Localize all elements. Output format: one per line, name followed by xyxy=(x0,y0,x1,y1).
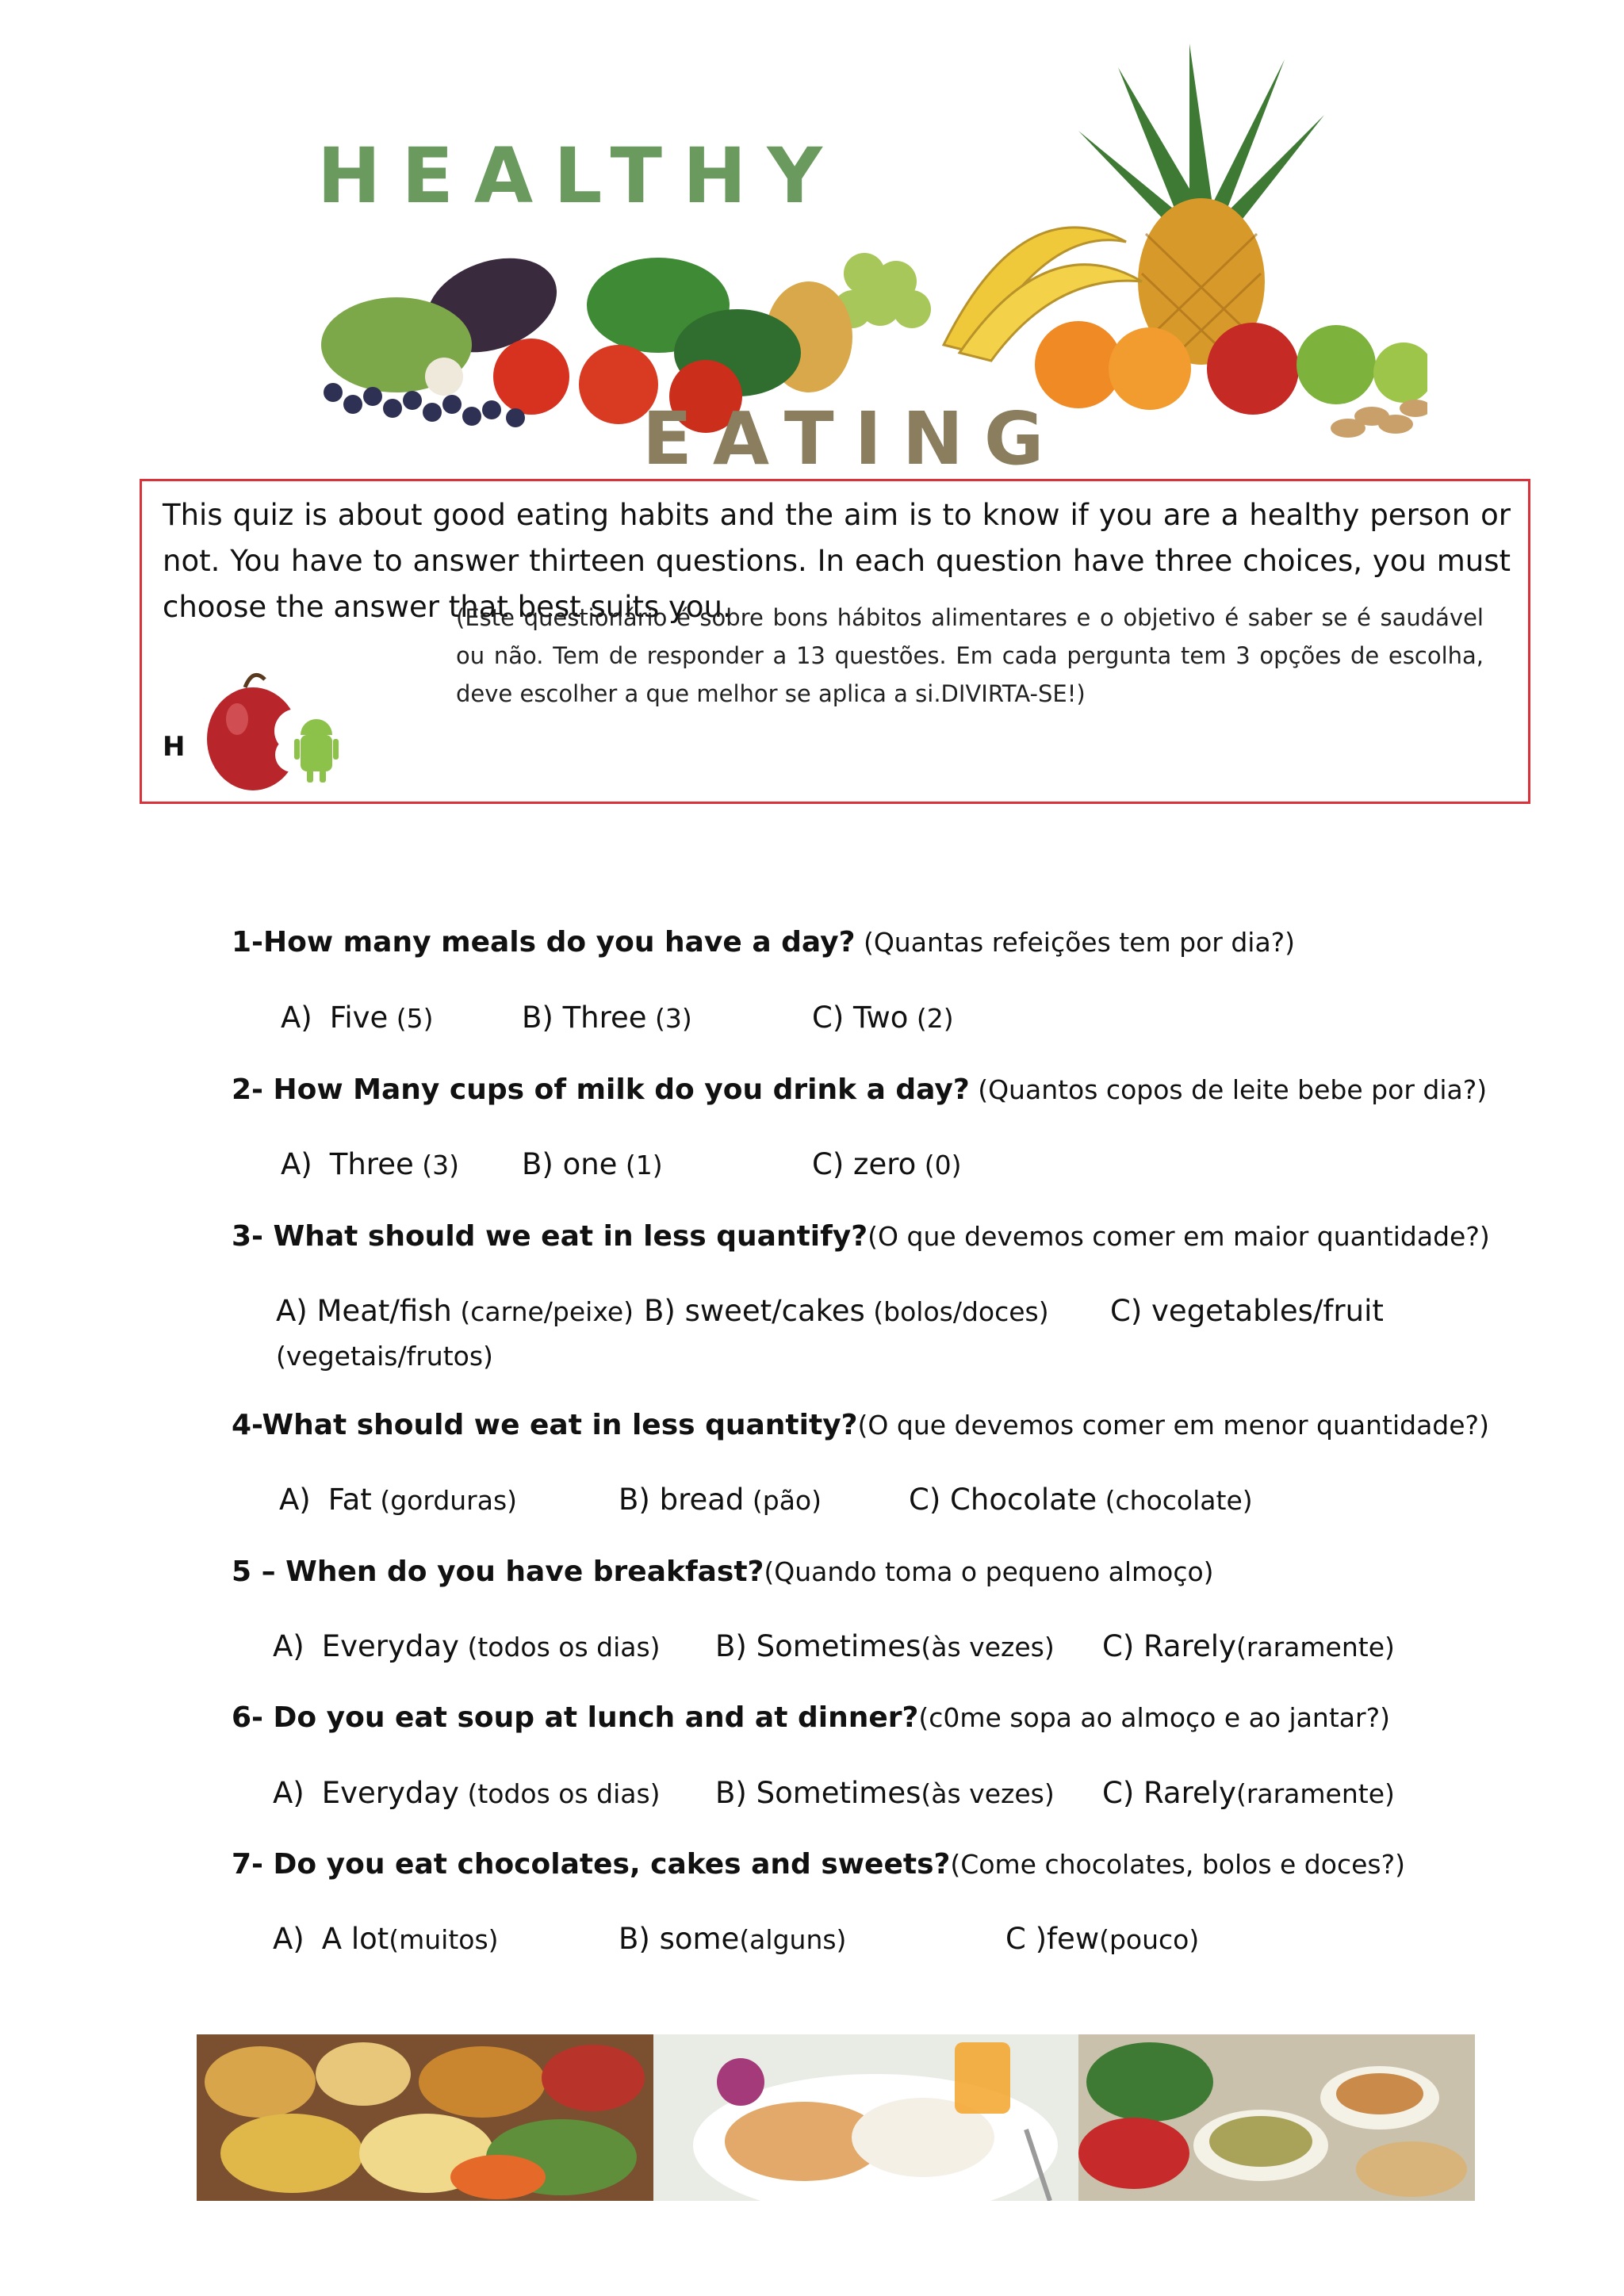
question-5-option-a[interactable] xyxy=(273,1629,661,1663)
option-text: B) Three xyxy=(522,1001,647,1035)
option-translation: (às vezes) xyxy=(921,1778,1055,1809)
footer-food-photos xyxy=(197,2034,1475,2201)
option-translation: (bolos/doces) xyxy=(864,1296,1049,1327)
question-5-option-b[interactable] xyxy=(715,1629,1055,1663)
question-6-option-c[interactable] xyxy=(1102,1776,1395,1810)
question-6 xyxy=(232,1701,1390,1734)
option-translation: (0) xyxy=(916,1150,962,1181)
question-2 xyxy=(232,1073,1487,1106)
food-photo-plate xyxy=(653,2034,1078,2201)
question-4-translation: (O que devemos comer em menor quantidade?) xyxy=(857,1410,1489,1441)
question-6-option-a[interactable] xyxy=(273,1776,661,1810)
question-6-option-b[interactable] xyxy=(715,1776,1055,1810)
food-photo-grains xyxy=(1078,2034,1475,2201)
option-translation: (2) xyxy=(908,1003,954,1034)
banner-word-bottom: EATING xyxy=(642,396,1065,476)
option-text: A) Meat/fish xyxy=(276,1294,452,1328)
question-7-translation: (Come chocolates, bolos e doces?) xyxy=(950,1849,1405,1880)
question-5 xyxy=(232,1556,1214,1588)
question-7-option-a[interactable] xyxy=(273,1922,499,1956)
option-text: A lot xyxy=(321,1922,389,1956)
question-1-option-a[interactable] xyxy=(281,1001,434,1035)
option-translation: (raramente) xyxy=(1235,1632,1395,1663)
option-text: Three xyxy=(329,1147,414,1181)
option-text: Fat xyxy=(327,1483,372,1517)
question-6-text: 6- Do you eat soup at lunch and at dinner? xyxy=(232,1701,919,1734)
option-translation: (vegetais/frutos) xyxy=(276,1341,493,1372)
option-text: B) sweet/cakes xyxy=(644,1294,865,1328)
option-translation: (muitos) xyxy=(389,1924,499,1955)
question-1-translation: (Quantas refeições tem por dia?) xyxy=(855,927,1296,958)
option-text: B) Sometimes xyxy=(715,1629,921,1663)
option-text: C) Two xyxy=(812,1001,909,1035)
question-1 xyxy=(232,926,1295,959)
option-text: C) zero xyxy=(812,1147,917,1181)
option-letter: A) xyxy=(273,1629,304,1663)
question-2-option-a[interactable] xyxy=(281,1147,459,1181)
fruit-vegetable-illustration xyxy=(262,44,1427,476)
option-text: Everyday xyxy=(321,1776,459,1810)
intro-text-english: This quiz is about good eating habits and the aim is to know if you are a healthy person or not. You have to answer thirteen questions. In each question have three choices, you must choose the answer that best suits you. xyxy=(163,498,1511,624)
question-1-option-c[interactable] xyxy=(812,1001,954,1035)
question-6-translation: (c0me sopa ao almoço e ao jantar?) xyxy=(918,1702,1390,1733)
question-2-translation: (Quantos copos de leite bebe por dia?) xyxy=(969,1074,1488,1105)
question-4 xyxy=(232,1409,1489,1441)
intro-fragment: H xyxy=(163,731,186,763)
option-text: Everyday xyxy=(321,1629,459,1663)
option-translation: (alguns) xyxy=(739,1924,847,1955)
option-translation: (todos os dias) xyxy=(458,1632,661,1663)
question-4-text: 4-What should we eat in less quantity? xyxy=(232,1409,858,1441)
question-2-option-c[interactable] xyxy=(812,1147,962,1181)
option-text: B) bread xyxy=(619,1483,745,1517)
question-4-option-a[interactable] xyxy=(279,1483,517,1517)
question-7-option-c[interactable] xyxy=(1005,1922,1199,1956)
food-photo-groceries xyxy=(197,2034,653,2201)
bitten-apple-android-icon xyxy=(197,664,356,798)
question-3-option-c-translation xyxy=(276,1338,493,1372)
option-text: B) one xyxy=(522,1147,618,1181)
option-translation: (raramente) xyxy=(1235,1778,1395,1809)
question-3-option-a[interactable] xyxy=(276,1294,634,1328)
option-text: Five xyxy=(329,1001,389,1035)
question-7 xyxy=(232,1848,1405,1881)
option-text: B) Sometimes xyxy=(715,1776,921,1810)
option-translation: (3) xyxy=(646,1003,692,1034)
banner-word-top: HEALTHY xyxy=(317,132,843,220)
option-text: C) Chocolate xyxy=(909,1483,1097,1517)
option-text: C) vegetables/fruit xyxy=(1110,1294,1384,1328)
question-4-option-b[interactable] xyxy=(619,1483,822,1517)
question-1-option-b[interactable] xyxy=(522,1001,692,1035)
option-translation: (pão) xyxy=(744,1485,822,1516)
option-text: C) Rarely xyxy=(1102,1629,1236,1663)
option-translation: (3) xyxy=(413,1150,459,1181)
question-5-option-c[interactable] xyxy=(1102,1629,1395,1663)
option-letter: A) xyxy=(279,1483,311,1517)
healthy-eating-banner xyxy=(262,44,1427,476)
question-2-text: 2- How Many cups of milk do you drink a day? xyxy=(232,1073,970,1106)
question-2-option-b[interactable] xyxy=(522,1147,663,1181)
question-3-option-c[interactable] xyxy=(1110,1294,1384,1328)
question-3-text: 3- What should we eat in less quantify? xyxy=(232,1220,868,1253)
question-5-text: 5 – When do you have breakfast? xyxy=(232,1556,764,1588)
option-letter: A) xyxy=(281,1001,312,1035)
option-translation: (5) xyxy=(388,1003,434,1034)
question-1-text: 1-How many meals do you have a day? xyxy=(232,926,856,959)
option-translation: (1) xyxy=(617,1150,663,1181)
option-translation: (carne/peixe) xyxy=(451,1296,634,1327)
question-3 xyxy=(232,1220,1490,1253)
question-3-translation: (O que devemos comer em maior quantidade?) xyxy=(868,1221,1490,1252)
option-translation: (pouco) xyxy=(1099,1924,1200,1955)
question-4-option-c[interactable] xyxy=(909,1483,1253,1517)
option-translation: (chocolate) xyxy=(1097,1485,1253,1516)
option-letter: A) xyxy=(273,1776,304,1810)
option-letter: A) xyxy=(273,1922,304,1956)
option-letter: A) xyxy=(281,1147,312,1181)
intro-box xyxy=(140,479,1530,804)
option-translation: (todos os dias) xyxy=(458,1778,661,1809)
option-translation: (gorduras) xyxy=(371,1485,518,1516)
option-text: C) Rarely xyxy=(1102,1776,1236,1810)
question-3-option-b[interactable] xyxy=(644,1294,1049,1328)
question-7-option-b[interactable] xyxy=(619,1922,846,1956)
question-5-translation: (Quando toma o pequeno almoço) xyxy=(764,1556,1214,1587)
question-7-text: 7- Do you eat chocolates, cakes and sweets? xyxy=(232,1848,951,1881)
option-text: B) some xyxy=(619,1922,740,1956)
option-text: C )few xyxy=(1005,1922,1100,1956)
option-translation: (às vezes) xyxy=(921,1632,1055,1663)
intro-text-portuguese: (Este questionário é sobre bons hábitos alimentares e o objetivo é saber se é saudável ou não. Tem de responder a 13 questões. Em cada pergunta tem 3 opções de escolha, deve escolher a que melhor se aplica a si.DIVIRTA-SE!) xyxy=(456,604,1484,707)
